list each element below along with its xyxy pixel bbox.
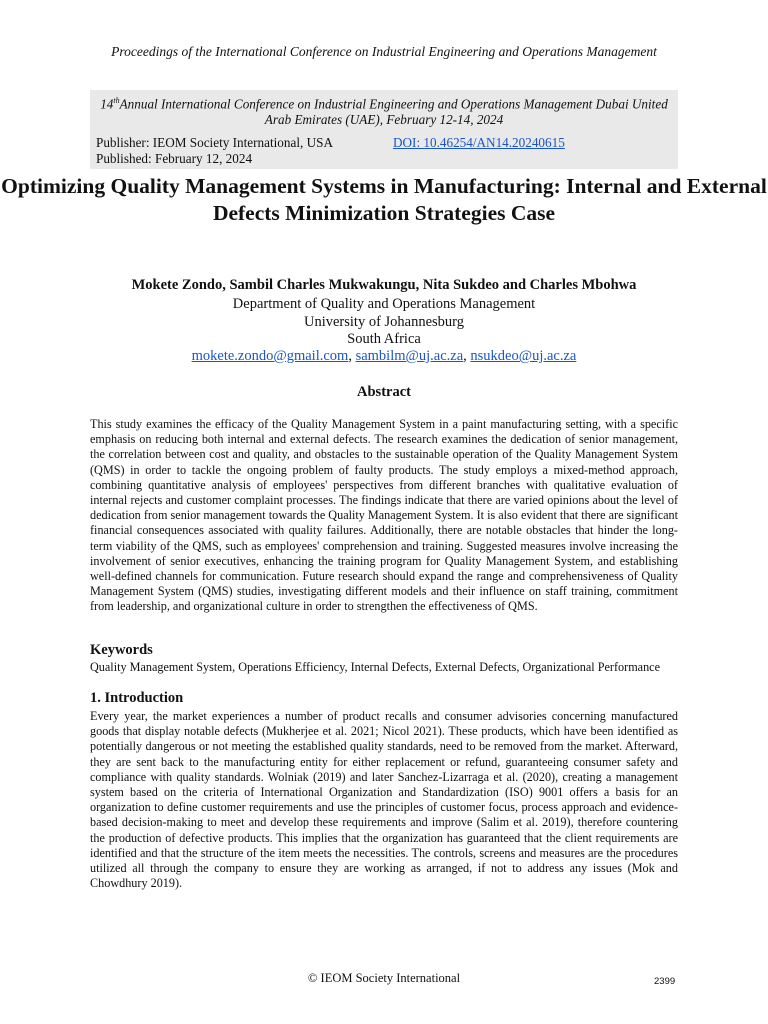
keywords-list: Quality Management System, Operations Efficiency, Internal Defects, External Defects, Organizational Performance: [90, 660, 661, 674]
conference-title-text: Annual International Conference on Industrial Engineering and Operations Management Dubai United Arab Emirates (UAE), February 12-14, 2024: [119, 96, 668, 128]
authors: Mokete Zondo, Sambil Charles Mukwakungu, Nita Sukdeo and Charles Mbohwa: [131, 277, 637, 293]
email-separator: ,: [463, 348, 471, 364]
introduction-heading: 1. Introduction: [90, 690, 184, 706]
email-link[interactable]: sambilm@uj.ac.za: [355, 348, 464, 364]
running-header: Proceedings of the International Conference on Industrial Engineering and Operations Management: [111, 44, 657, 59]
abstract-heading: Abstract: [357, 384, 411, 400]
department: Department of Quality and Operations Management: [232, 296, 536, 312]
introduction-body: Every year, the market experiences a number of product recalls and consumer advisories concerning manufactured goods that display notable defects (Mukherjee et al. 2021; Nicol 2021). These products, which have been identified as potentially dangerous or not meeting the established quality standards, need to be removed from the market. Afterward, they are sent back to the manufacturing entity for either replacement or refund, guaranteeing consumer safety and compliance with quality standards. Wolniak (2019) and later Sanchez-Lizarraga et al. (2020), creating a management system based on the criteria of International Organization and Standardization (ISO) 9001 offers a basis for an organization to define customer requirements and use the principles of customer focus, process approach and evidence-based decision-making to meet and develop these requirements and improve (Salim et al. 2019), therefore countering the production of defective products. This implies that the organization has guaranteed that the client requirements are identified and that the structure of the item meets the necessities. The controls, screens and measures are the procedures utilized all through the company to ensure they are working as arranged, if not to address any issues (Mok and Chowdhury 2019).: [90, 709, 678, 891]
email-separator: ,: [348, 348, 356, 364]
publisher: Publisher: IEOM Society International, USA: [96, 135, 333, 150]
doi-link[interactable]: DOI: 10.46254/AN14.20240615: [393, 135, 565, 150]
university: University of Johannesburg: [303, 314, 465, 330]
abstract-body: This study examines the efficacy of the Quality Management System in a paint manufacturing setting, with a specific emphasis on reducing both internal and external defects. The research examines the dedication of senior management, the correlation between cost and quality, and obstacles to the sustainable operation of the Quality Management System (QMS) in order to tackle the ongoing problem of faulty products. The study employs a mixed-method approach, combining quantitative analysis of employees' perspectives from different branches with qualitative evaluation of internal rejects and customer complaint processes. The findings indicate that there are varied opinions about the level of dedication from senior management towards the Quality Management System. It is also evident that there are significant financial consequences associated with quality failures. Additionally, there are notable obstacles that hinder the long-term viability of the QMS, such as employees' comprehension and training. Suggested measures involve increasing the involvement of senior executives, enhancing the training program for Quality Management System, and establishing well-defined channels for communication. Future research should expand the range and comprehensiveness of Quality Management System (QMS) studies, investigating different models and their influence on staff training, commitment from leadership, and organizational culture in order to strengthen the effectiveness of QMS.: [90, 417, 678, 614]
email-link[interactable]: nsukdeo@uj.ac.za: [470, 348, 577, 364]
email-link[interactable]: mokete.zondo@gmail.com: [191, 348, 349, 364]
paper-title: Optimizing Quality Management Systems in Manufacturing: Internal and External Defects Minimization Strategies Case: [1, 174, 767, 225]
published-date: Published: February 12, 2024: [96, 151, 253, 166]
keywords-heading: Keywords: [90, 642, 153, 658]
conference-ordinal-suffix: th: [113, 96, 120, 105]
conference-info-box: [90, 90, 678, 169]
conference-ordinal: 14: [100, 96, 114, 112]
country: South Africa: [347, 331, 421, 347]
conference-title: [90, 93, 678, 128]
author-emails: [0, 348, 768, 365]
page-number: 2399: [654, 976, 676, 987]
footer-copyright: © IEOM Society International: [307, 971, 461, 985]
